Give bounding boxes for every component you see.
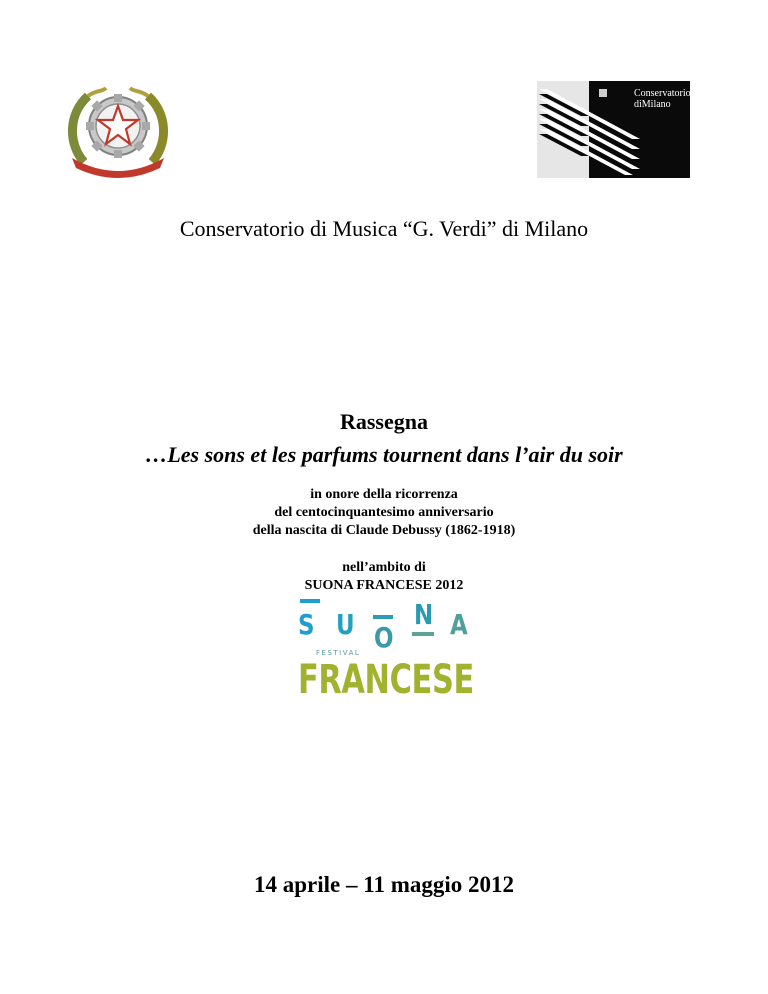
repubblica-italiana-emblem-icon: [66, 84, 170, 180]
logo-letter-u: U: [336, 608, 355, 641]
logo-bar-s: [300, 599, 320, 603]
logo-letter-o: O: [374, 621, 394, 654]
conservatorio-logo-line2: diMilano: [634, 99, 671, 110]
institution-name: Conservatorio di Musica “G. Verdi” di Milano: [179, 216, 589, 241]
event-subtitle: …Les sons et les parfums tournent dans l’air du soir: [145, 442, 623, 467]
logo-festival-label: FESTIVAL: [316, 649, 361, 657]
event-title: Rassegna: [339, 409, 428, 434]
context-line-2: SUONA FRANCESE 2012: [304, 578, 464, 593]
honor-line-3: della nascita di Claude Debussy (1862-1918): [252, 523, 516, 538]
honor-line-2: del centocinquantesimo anniversario: [274, 505, 494, 520]
event-dates: 14 aprile – 11 maggio 2012: [253, 872, 515, 897]
logo-bar-n: [412, 632, 434, 636]
conservatorio-logo-line1: Conservatorio: [634, 88, 691, 99]
logo-letter-s: S: [298, 608, 315, 641]
logo-francese: FRANCESE: [298, 657, 474, 703]
conservatorio-milano-logo: [537, 81, 690, 178]
logo-bar-o: [373, 615, 393, 619]
logo-letter-a: A: [450, 608, 468, 641]
context-line-1: nell’ambito di: [342, 560, 426, 575]
honor-line-1: in onore della ricorrenza: [310, 487, 458, 502]
logo-letter-n: N: [414, 598, 434, 631]
